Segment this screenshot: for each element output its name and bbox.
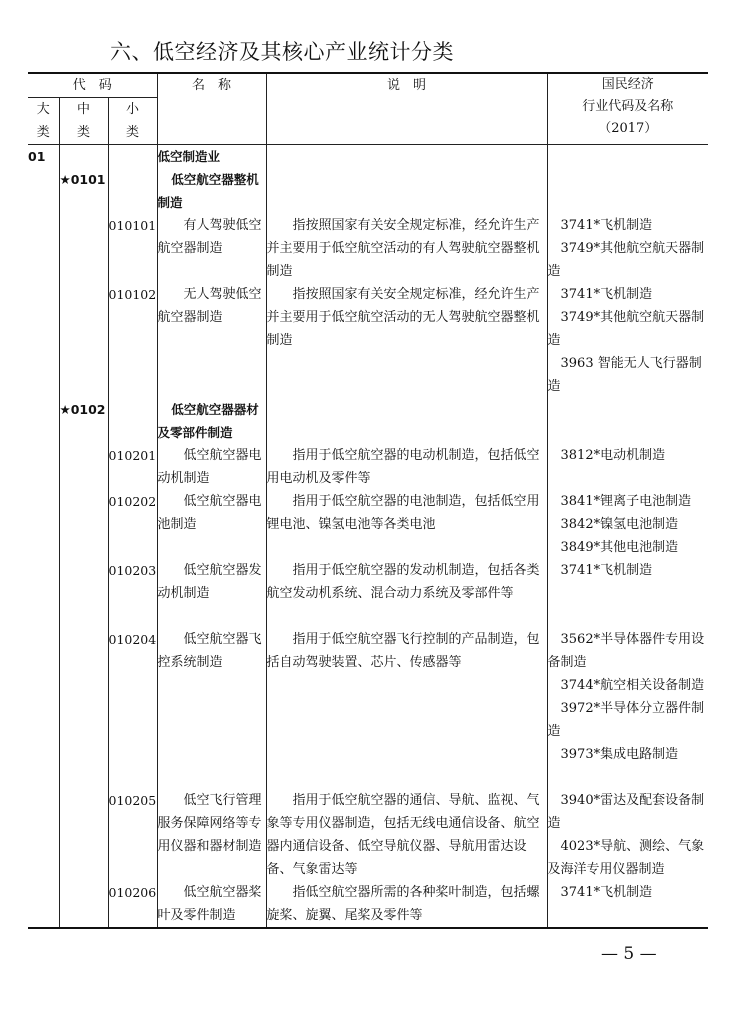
middle-code-cell: ★0101	[59, 168, 108, 214]
industry-code-item: 3741*飞机制造	[560, 885, 653, 900]
industry-code-item: 3562*半导体器件专用设备制造	[547, 632, 705, 670]
industry-cell	[547, 559, 708, 628]
industry-code-item: 3749*其他航空航天器制造	[547, 241, 705, 279]
description-cell: 指低空航空器所需的各种桨叶制造，包括螺旋桨、旋翼、尾桨及零件等	[266, 881, 547, 928]
table-row	[28, 789, 708, 881]
description-cell	[266, 145, 547, 169]
industry-cell	[547, 444, 708, 490]
middle-code-cell	[59, 145, 108, 169]
middle-code-cell	[59, 444, 108, 490]
name-cell: 低空航空器飞控系统制造	[157, 628, 266, 789]
page-number: — 5 —	[601, 944, 657, 964]
major-code-cell	[28, 559, 59, 628]
description-cell: 指按照国家有关安全规定标准，经允许生产并主要用于低空航空活动的无人驾驶航空器整机制造	[266, 283, 547, 398]
middle-code-cell	[59, 628, 108, 789]
industry-code-item: 3849*其他电池制造	[560, 540, 679, 555]
major-code-cell: 01	[28, 145, 59, 169]
code-header: 代 码	[28, 73, 157, 98]
industry-code-item: 3741*飞机制造	[560, 218, 653, 233]
classification-table	[28, 72, 708, 929]
description-cell: 指用于低空航空器的电动机制造，包括低空用电动机及零件等	[266, 444, 547, 490]
major-code-cell	[28, 398, 59, 444]
major-code-cell	[28, 881, 59, 928]
minor-code-cell: 010205	[108, 789, 157, 881]
name-cell: 低空航空器电动机制造	[157, 444, 266, 490]
industry-cell	[547, 398, 708, 444]
minor-code-cell: 010101	[108, 214, 157, 283]
name-cell: 低空航空器器材及零部件制造	[157, 398, 266, 444]
major-code-cell	[28, 168, 59, 214]
table-row	[28, 559, 708, 628]
major-code-cell	[28, 789, 59, 881]
name-header: 名 称	[157, 73, 266, 145]
minor-code-cell	[108, 398, 157, 444]
industry-code-item: 3963 智能无人飞行器制造	[547, 356, 702, 394]
minor-header: 小 类	[108, 98, 157, 145]
name-cell: 低空制造业	[157, 145, 266, 169]
industry-code-item: 3744*航空相关设备制造	[560, 678, 705, 693]
name-cell: 低空航空器桨叶及零件制造	[157, 881, 266, 928]
table-row	[28, 398, 708, 444]
industry-cell	[547, 789, 708, 881]
description-cell: 指用于低空航空器飞行控制的产品制造，包括自动驾驶装置、芯片、传感器等	[266, 628, 547, 789]
industry-code-item: 3841*锂离子电池制造	[560, 494, 692, 509]
minor-code-cell	[108, 145, 157, 169]
industry-cell	[547, 145, 708, 169]
major-code-cell	[28, 283, 59, 398]
minor-code-cell: 010102	[108, 283, 157, 398]
industry-code-item: 3972*半导体分立器件制造	[547, 701, 705, 739]
industry-header: 国民经济 行业代码及名称 （2017）	[547, 73, 708, 145]
table-row	[28, 168, 708, 214]
table-row	[28, 628, 708, 789]
table-row	[28, 881, 708, 928]
industry-code-item: 3741*飞机制造	[560, 287, 653, 302]
table-row	[28, 490, 708, 559]
name-cell: 低空航空器电池制造	[157, 490, 266, 559]
middle-header: 中 类	[59, 98, 108, 145]
description-cell: 指用于低空航空器的通信、导航、监视、气象等专用仪器制造，包括无线电通信设备、航空器内通信设备、低空导航仪器、导航用雷达设备、气象雷达等	[266, 789, 547, 881]
minor-code-cell: 010202	[108, 490, 157, 559]
major-code-cell	[28, 628, 59, 789]
name-cell: 有人驾驶低空航空器制造	[157, 214, 266, 283]
major-code-cell	[28, 214, 59, 283]
name-cell: 低空航空器发动机制造	[157, 559, 266, 628]
description-cell	[266, 398, 547, 444]
name-cell: 无人驾驶低空航空器制造	[157, 283, 266, 398]
industry-code-item: 3842*镍氢电池制造	[560, 517, 679, 532]
middle-code-cell	[59, 490, 108, 559]
industry-code-item: 3741*飞机制造	[560, 563, 653, 578]
major-code-cell	[28, 490, 59, 559]
description-cell: 指用于低空航空器的电池制造，包括低空用锂电池、镍氢电池等各类电池	[266, 490, 547, 559]
table-row	[28, 145, 708, 169]
industry-code-item: 4023*导航、测绘、气象及海洋专用仪器制造	[547, 839, 705, 877]
industry-code-item: 3749*其他航空航天器制造	[547, 310, 705, 348]
desc-header: 说 明	[266, 73, 547, 145]
page-title: 六、低空经济及其核心产业统计分类	[110, 40, 454, 64]
middle-code-cell	[59, 789, 108, 881]
industry-cell	[547, 214, 708, 283]
major-header: 大 类	[28, 98, 59, 145]
description-cell: 指按照国家有关安全规定标准，经允许生产并主要用于低空航空活动的有人驾驶航空器整机制造	[266, 214, 547, 283]
industry-cell	[547, 881, 708, 928]
industry-code-item: 3812*电动机制造	[560, 448, 666, 463]
industry-code-item: 3940*雷达及配套设备制造	[547, 793, 705, 831]
description-cell	[266, 168, 547, 214]
minor-code-cell: 010204	[108, 628, 157, 789]
name-cell: 低空飞行管理服务保障网络等专用仪器和器材制造	[157, 789, 266, 881]
industry-cell	[547, 490, 708, 559]
industry-code-item: 3973*集成电路制造	[560, 747, 679, 762]
minor-code-cell: 010201	[108, 444, 157, 490]
minor-code-cell: 010206	[108, 881, 157, 928]
description-cell: 指用于低空航空器的发动机制造，包括各类航空发动机系统、混合动力系统及零部件等	[266, 559, 547, 628]
industry-cell	[547, 628, 708, 789]
table-row	[28, 214, 708, 283]
table-row	[28, 283, 708, 398]
table-row	[28, 444, 708, 490]
minor-code-cell: 010203	[108, 559, 157, 628]
name-cell: 低空航空器整机制造	[157, 168, 266, 214]
industry-cell	[547, 283, 708, 398]
industry-cell	[547, 168, 708, 214]
major-code-cell	[28, 444, 59, 490]
middle-code-cell	[59, 559, 108, 628]
minor-code-cell	[108, 168, 157, 214]
middle-code-cell	[59, 214, 108, 283]
middle-code-cell	[59, 881, 108, 928]
middle-code-cell: ★0102	[59, 398, 108, 444]
middle-code-cell	[59, 283, 108, 398]
